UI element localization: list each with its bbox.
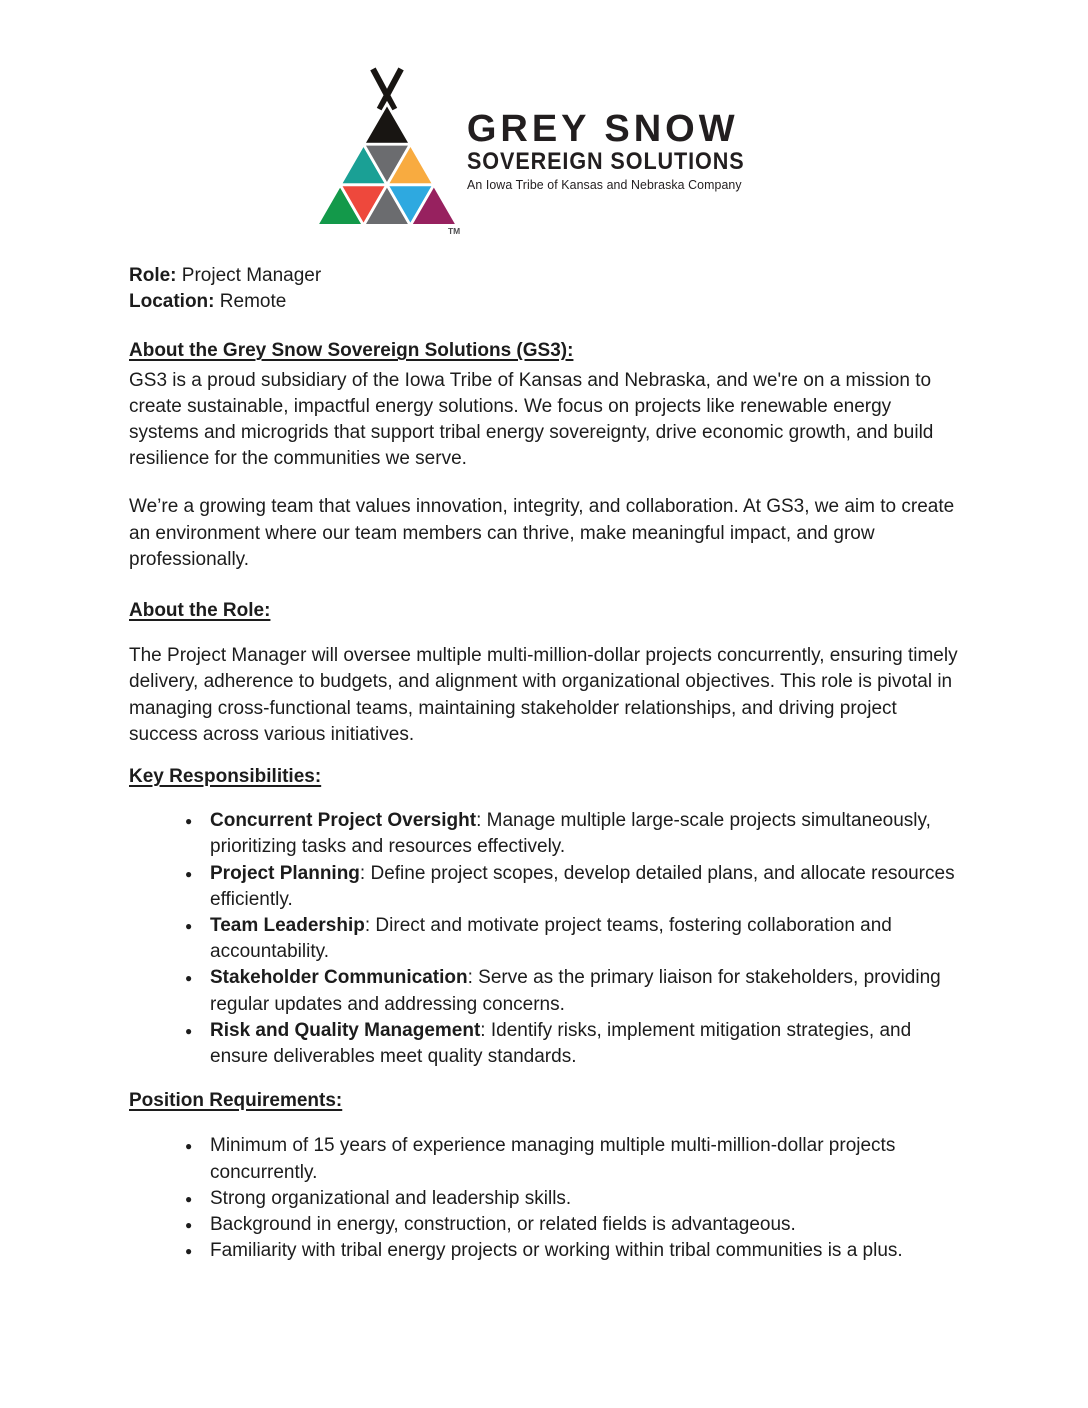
triangle-black — [363, 104, 410, 145]
about-company-paragraph-2: We’re a growing team that values innovation, integrity, and collaboration. At GS3, we aim to create an environment where our team members can thrive, make meaningful impact, and grow professionally. — [129, 496, 955, 570]
requirement-text: Minimum of 15 years of experience managing multiple multi-million-dollar projects concurrently. — [210, 1135, 896, 1183]
about-company-paragraph-1: GS3 is a proud subsidiary of the Iowa Tribe of Kansas and Nebraska, and we're on a mission to create sustainable, impactful energy solutions. We focus on projects like renewable energy systems and microgrids that support tribal energy sovereignty, drive economic growth, and build resilience for the communities we serve. — [129, 369, 934, 470]
responsibility-desc: : Serve as the primary liaison for stakeholders, providing regular updates and addressing concerns. — [210, 967, 941, 1015]
requirement-item — [129, 1133, 958, 1185]
requirement-text: Strong organizational and leadership skills. — [210, 1187, 572, 1209]
responsibility-item — [129, 965, 958, 1017]
role-value: Project Manager — [176, 265, 322, 286]
responsibility-desc: : Identify risks, implement mitigation strategies, and ensure deliverables meet quality standards. — [210, 1019, 912, 1068]
logo-text — [467, 64, 775, 194]
requirements-list — [129, 1133, 958, 1264]
requirement-item — [129, 1238, 958, 1264]
section-heading-about-company: About the Grey Snow Sovereign Solutions (GS3): — [129, 340, 574, 362]
brand-tagline: An Iowa Tribe of Kansas and Nebraska Company — [466, 177, 742, 192]
responsibility-desc: : Direct and motivate project teams, fostering collaboration and accountability. — [210, 915, 892, 963]
company-logo — [129, 0, 958, 237]
location-value: Remote — [214, 291, 287, 313]
responsibility-term: Risk and Quality Management — [210, 1019, 481, 1041]
section-heading-responsibilities: Key Responsibilities: — [129, 766, 322, 788]
role-line — [129, 263, 958, 289]
responsibility-item — [129, 861, 958, 913]
requirement-text: Background in energy, construction, or related fields is advantageous. — [210, 1214, 796, 1236]
responsibilities-list — [129, 808, 958, 1070]
section-heading-requirements: Position Requirements: — [129, 1090, 343, 1112]
requirement-text: Familiarity with tribal energy projects or working within tribal communities is a plus. — [210, 1240, 903, 1262]
responsibility-desc: : Manage multiple large-scale projects simultaneously, prioritizing tasks and resources effectively. — [210, 810, 931, 858]
role-meta — [129, 263, 958, 315]
responsibility-term: Stakeholder Communication — [210, 967, 468, 989]
responsibility-desc: : Define project scopes, develop detailed plans, and allocate resources efficiently. — [210, 862, 955, 910]
responsibility-term: Team Leadership — [210, 915, 365, 937]
responsibility-term: Concurrent Project Oversight — [210, 810, 477, 832]
requirement-item — [129, 1212, 958, 1238]
location-line — [129, 289, 958, 315]
about-role-paragraph: The Project Manager will oversee multiple multi-million-dollar projects concurrently, ensuring timely delivery, adherence to budgets, and alignment with organizational objectives. This role is pivotal in managing cross-functional teams, maintaining stakeholder relationships, and driving project success across various initiatives. — [129, 645, 958, 745]
trademark-symbol: TM — [447, 225, 460, 236]
teepee-logo-icon — [312, 64, 462, 237]
role-label: Role: — [129, 265, 177, 286]
section-heading-about-role: About the Role: — [129, 600, 271, 622]
responsibility-item — [129, 913, 958, 965]
brand-name: GREY SNOW — [466, 108, 739, 150]
brand-subname: SOVEREIGN SOLUTIONS — [466, 148, 745, 175]
responsibility-item — [129, 808, 958, 860]
responsibility-term: Project Planning — [210, 862, 360, 884]
responsibility-item — [129, 1018, 958, 1070]
location-label: Location: — [129, 291, 215, 313]
requirement-item — [129, 1186, 958, 1212]
